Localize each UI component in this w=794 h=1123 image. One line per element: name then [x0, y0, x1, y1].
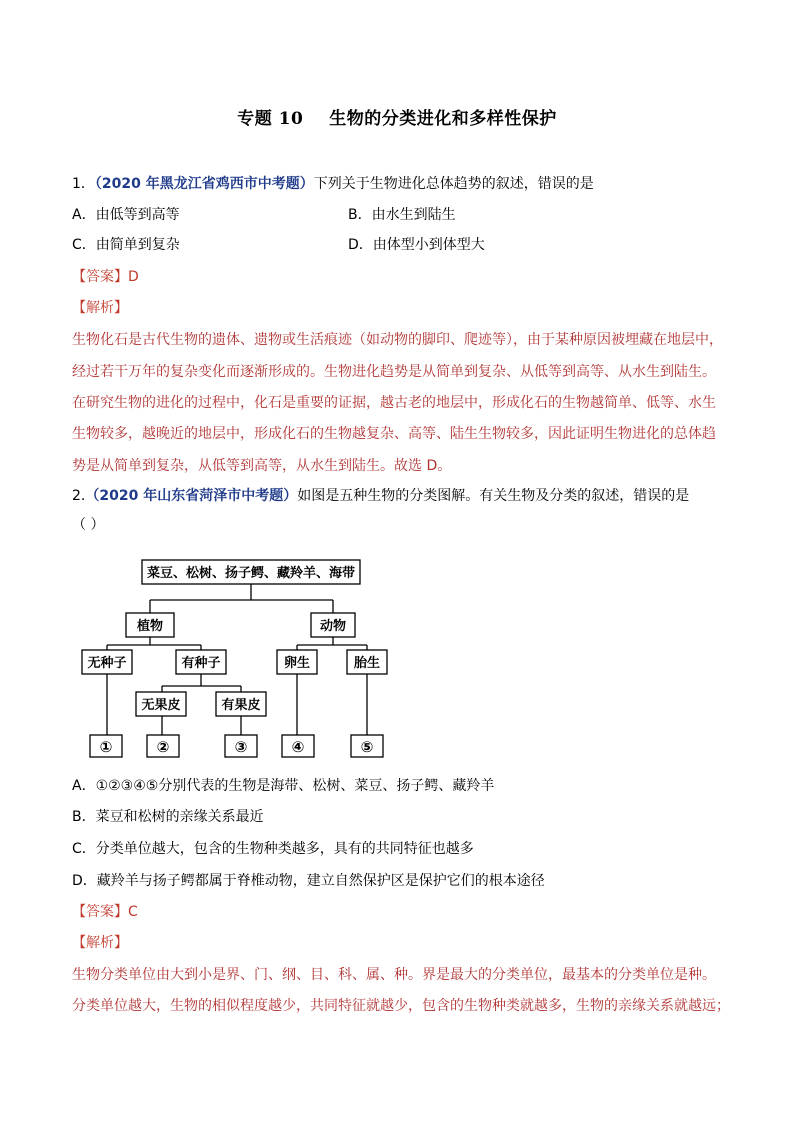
- q1-option-c: C．由简单到复杂: [72, 237, 180, 253]
- diagram-plant-label: 植物: [136, 619, 164, 634]
- diagram-no-seed-label: 无种子: [87, 656, 127, 671]
- q1-option-b: B．由水生到陆生: [348, 207, 456, 223]
- diagram-animal-label: 动物: [319, 619, 347, 634]
- q1-answer-value: D: [128, 269, 139, 285]
- q1-analysis-line: 经过若干万年的复杂变化而逐渐形成的。生物进化趋势是从简单到复杂、从低等到高等、从水生到陆生。: [72, 364, 716, 380]
- topic-number: 专题 10: [237, 109, 304, 129]
- q1-answer: 【答案】D: [72, 269, 139, 285]
- diagram-leaf-4: ④: [291, 738, 305, 756]
- q1-analysis-line: 生物化石是古代生物的遗体、遗物或生活痕迹（如动物的脚印、爬迹等），由于某种原因被埋藏在地层中，: [72, 332, 723, 348]
- topic-name: 生物的分类进化和多样性保护: [329, 109, 557, 129]
- q1-analysis-label: 【解析】: [72, 300, 128, 316]
- diagram-viviparous-label: 胎生: [353, 656, 381, 671]
- q2-answer: 【答案】C: [72, 904, 138, 920]
- diagram-root-label: 菜豆、松树、扬子鳄、藏羚羊、海带: [146, 566, 356, 581]
- q2-stem-text: 如图是五种生物的分类图解。有关生物及分类的叙述，错误的是: [297, 488, 690, 504]
- q1-analysis-line: 生物较多，越晚近的地层中，形成化石的生物越复杂、高等、陆生生物较多，因此证明生物进化的总体趋: [72, 426, 716, 442]
- diagram-no-pericarp-label: 无果皮: [141, 698, 181, 713]
- diagram-leaf-2: ②: [156, 738, 170, 756]
- q1-stem: 1．（2020 年黑龙江省鸡西市中考题）下列关于生物进化总体趋势的叙述，错误的是: [72, 176, 594, 192]
- diagram-leaf-5: ⑤: [360, 738, 374, 756]
- diagram-has-seed-label: 有种子: [181, 656, 221, 671]
- q2-source: （2020 年山东省菏泽市中考题）: [85, 488, 298, 504]
- diagram-leaf-1: ①: [99, 738, 113, 756]
- diagram-leaf-3: ③: [234, 738, 248, 756]
- q2-analysis-line: 生物分类单位由大到小是界、门、纲、目、科、属、种。界是最大的分类单位，最基本的分类单位是种。: [72, 967, 716, 983]
- diagram-has-pericarp-label: 有果皮: [221, 698, 261, 713]
- q2-option-c: C．分类单位越大，包含的生物种类越多，具有的共同特征也越多: [72, 841, 474, 857]
- q2-stem: 2.（2020 年山东省菏泽市中考题）如图是五种生物的分类图解。有关生物及分类的叙述，错误的是: [72, 488, 690, 504]
- q2-analysis-line: 分类单位越大，生物的相似程度越少，共同特征就越少，包含的生物种类就越多，生物的亲缘关系就越远；: [72, 998, 730, 1014]
- diagram-oviparous-label: 卵生: [283, 656, 311, 671]
- q2-option-d: D．藏羚羊与扬子鳄都属于脊椎动物，建立自然保护区是保护它们的根本途径: [72, 873, 545, 889]
- q1-analysis-line: 势是从简单到复杂，从低等到高等，从水生到陆生。故选 D。: [72, 458, 452, 474]
- q2-option-b: B．菜豆和松树的亲缘关系最近: [72, 809, 264, 825]
- q2-answer-value: C: [128, 904, 138, 920]
- q1-option-d: D．由体型小到体型大: [348, 237, 485, 253]
- q1-stem-text: 下列关于生物进化总体趋势的叙述，错误的是: [313, 176, 594, 192]
- q1-analysis-line: 在研究生物的进化的过程中，化石是重要的证据，越古老的地层中，形成化石的生物越简单、低等、水生: [72, 395, 716, 411]
- q1-option-a: A．由低等到高等: [72, 207, 180, 223]
- q2-option-a: A．①②③④⑤分别代表的生物是海带、松树、菜豆、扬子鳄、藏羚羊: [72, 778, 495, 794]
- q2-answer-blank: （ ）: [72, 517, 105, 533]
- q1-source: （2020 年黑龙江省鸡西市中考题）: [94, 176, 314, 192]
- q2-analysis-label: 【解析】: [72, 935, 128, 951]
